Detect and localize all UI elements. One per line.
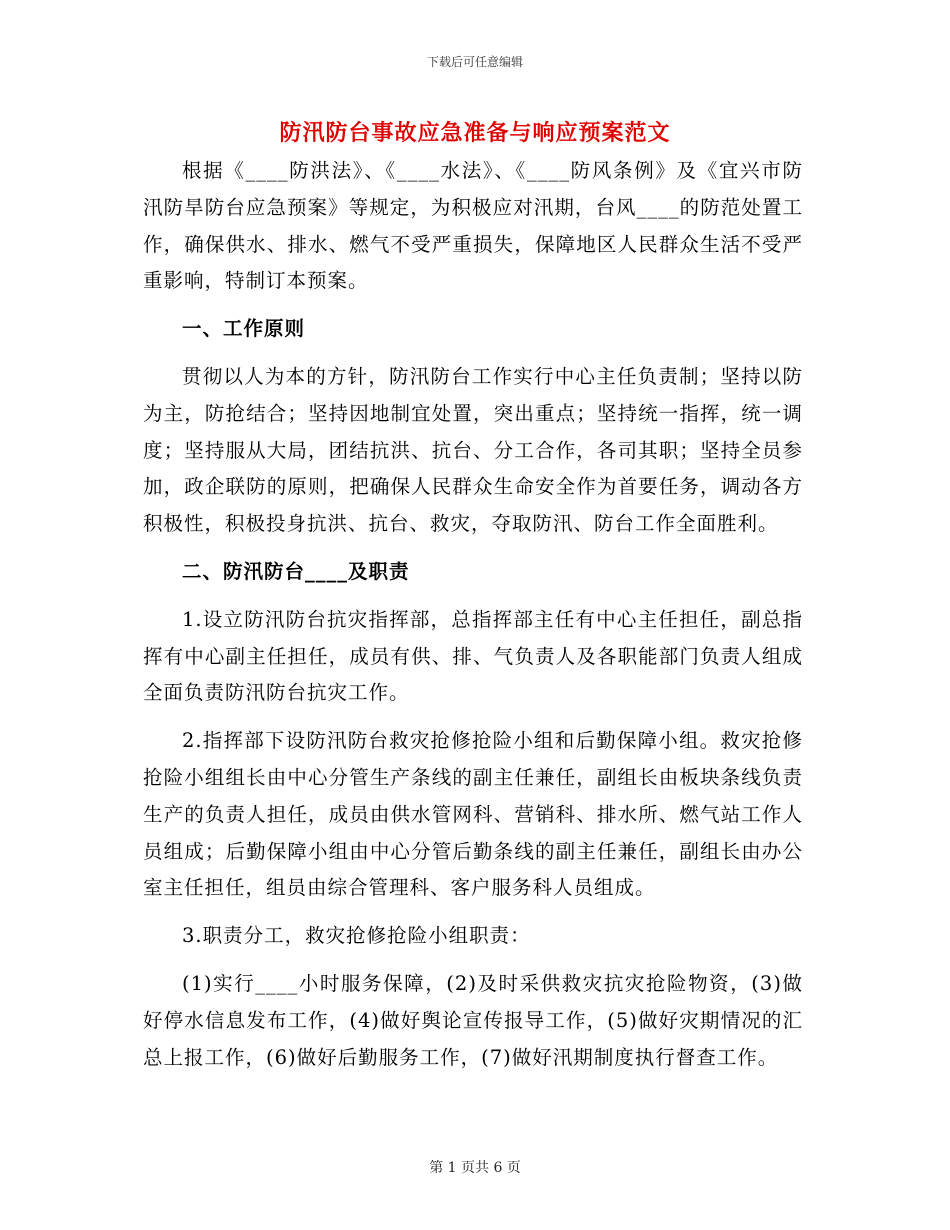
paragraph-item-3: 3.职责分工，救灾抢修抢险小组职责： [182, 924, 531, 948]
section-heading-organization: 二、防汛防台____及职责 [182, 559, 410, 583]
header-note: 下载后可任意编辑 [426, 55, 523, 69]
paragraph-item-2: 2.指挥部下设防汛防台救灾抢修抢险小组和后勤保障小组。救灾抢修抢险小组组长由中心分管生产条线的副主任兼任，副组长由板块条线负责生产的负责人担任，成员由供水管网科、营销科、排水所、燃气站工作人员组成；后勤保障小组由中心分管后勤条线的副主任兼任，副组长由办公室主任担任，组员由综合管理科、客户服务科人员组成。 [143, 729, 803, 900]
document-title: 防汛防台事故应急准备与响应预案范文 [279, 120, 671, 146]
page-footer: 第 1 页共 6 页 [429, 1160, 521, 1176]
document-body [143, 153, 803, 1076]
paragraph-intro: 根据《____防洪法》、《____水法》、《____防风条例》及《宜兴市防汛防旱防台应急预案》等规定，为积极应对汛期，台风____的防范处置工作，确保供水、排水、燃气不受严重损失，保障地区人民群众生活不受严重影响，特制订本预案。 [143, 159, 803, 293]
paragraph-principles: 贯彻以人为本的方针，防汛防台工作实行中心主任负责制；坚持以防为主，防抢结合；坚持因地制宜处置，突出重点；坚持统一指挥，统一调度；坚持服从大局，团结抗洪、抗台、分工合作，各司其职；坚持全员参加，政企联防的原则，把确保人民群众生命安全作为首要任务，调动各方积极性，积极投身抗洪、抗台、救灾，夺取防汛、防台工作全面胜利。 [143, 364, 803, 536]
paragraph-item-1: 1.设立防汛防台抗灾指挥部，总指挥部主任有中心主任担任，副总指挥有中心副主任担任，成员有供、排、气负责人及各职能部门负责人组成全面负责防汛防台抗灾工作。 [143, 607, 803, 705]
section-heading-principles: 一、工作原则 [182, 317, 306, 341]
paragraph-duties-list: (1)实行____小时服务保障，(2)及时采供救灾抗灾抢险物资，(3)做好停水信息发布工作，(4)做好舆论宣传报导工作，(5)做好灾期情况的汇总上报工作，(6)做好后勤服务工作，(7)做好汛期制度执行督查工作。 [143, 971, 803, 1069]
